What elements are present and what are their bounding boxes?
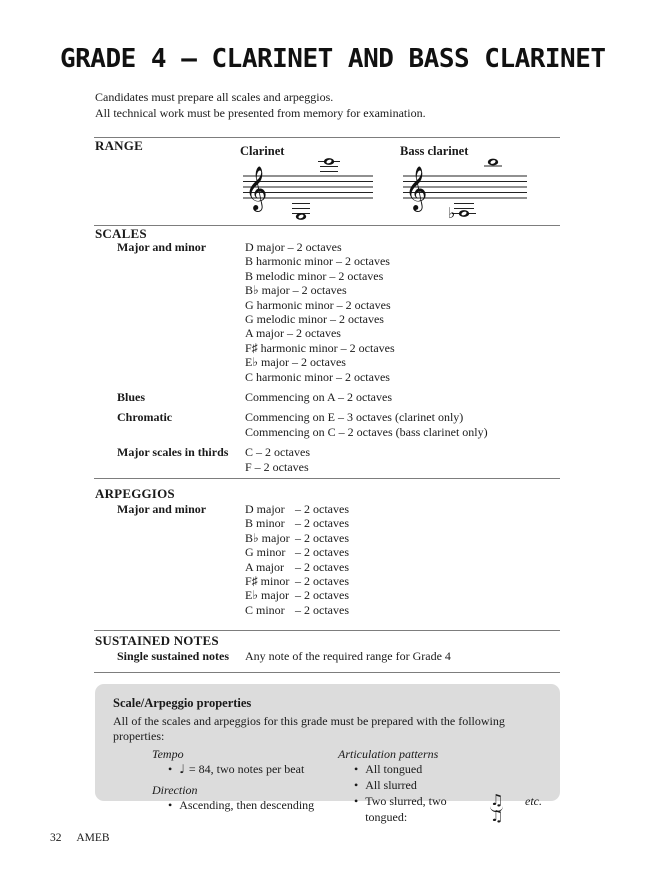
tempo-bullet: • ♩ = 84, two notes per beat [168,762,305,776]
scale-group-major-and-minor [95,240,561,384]
slur-pattern-notation [490,793,519,824]
scale-group-chromatic [95,410,561,439]
direction-heading: Direction [152,782,198,797]
quarter-note-icon: ♩ [179,762,185,776]
scale-item: B harmonic minor – 2 octaves [245,254,390,269]
bullet-icon: • [354,794,359,808]
sustained-notes-label: Single sustained notes [117,649,230,663]
scale-item: G melodic minor – 2 octaves [245,312,384,327]
bullet-icon: • [354,777,359,792]
articulation-bullet: • Two slurred, two tongued: ♫♫ etc. [354,791,542,825]
scale-group-label: Blues [117,390,146,405]
arpeggio-group-label: Major and minor [117,502,207,516]
scale-group-label: Major and minor [117,240,207,254]
direction-bullet: • Ascending, then descending [168,797,315,812]
arpeggios-section [95,487,561,617]
treble-clef-icon: 𝄞 [405,166,428,210]
scale-item: E♭ major – 2 octaves [245,355,346,370]
scale-item: Commencing on C – 2 octaves (bass clarinet only) [245,424,488,439]
bullet-icon: • [168,797,173,812]
etc-label: etc. [525,794,542,808]
scale-item: D major – 2 octaves [245,240,342,254]
scale-item: Commencing on E – 3 octaves (clarinet only) [245,410,464,425]
page-footer [50,832,110,844]
arpeggio-group-major-and-minor [95,502,561,617]
scale-item: Commencing on A – 2 octaves [245,390,392,405]
flat-icon: ♭ [448,204,456,222]
low-note-ledger-lines [292,204,310,214]
low-note [296,213,306,220]
section-divider [94,137,560,138]
scale-item: F♯ harmonic minor – 2 octaves [245,340,395,355]
articulation-column [338,747,542,825]
clarinet-label: Clarinet [240,144,285,158]
intro-paragraph [95,89,426,121]
bass-clarinet-range-staff [401,156,529,222]
arpeggio-item: C minor – 2 octaves [245,602,349,617]
arpeggio-item: E♭ major – 2 octaves [245,588,349,603]
intro-line-2: All technical work must be presented from memory for examination. [95,106,426,120]
scale-item: G harmonic minor – 2 octaves [245,297,391,312]
sustained-notes-row [95,649,561,663]
page-number: 32 [50,832,62,844]
articulation-heading: Articulation patterns [338,747,439,761]
articulation-bullet: • All slurred [354,777,417,792]
scale-item: F – 2 octaves [245,459,309,474]
low-note [459,210,469,217]
page-title: GRADE 4 – CLARINET AND BASS CLARINET [60,44,606,74]
section-divider [94,225,560,226]
beamed-eighth-notes-slurred-icon: ♫ [490,791,506,809]
properties-intro: All of the scales and arpeggios for this grade must be prepared with the following properties: [113,714,505,743]
scale-item: A major – 2 octaves [245,326,341,341]
scale-group-label: Chromatic [117,410,173,425]
arpeggio-item: B♭ major – 2 octaves [245,530,349,545]
bass-clarinet-label: Bass clarinet [400,144,469,158]
treble-clef-icon: 𝄞 [245,166,268,210]
section-divider [94,630,560,631]
arpeggio-item: B minor – 2 octaves [245,516,349,531]
bullet-icon: • [168,762,173,776]
scale-item: B♭ major – 2 octaves [245,283,347,298]
range-heading: RANGE [95,138,143,153]
sustained-notes-heading: SUSTAINED NOTES [95,633,219,648]
section-divider [94,672,560,673]
clarinet-range-staff [241,156,375,222]
intro-line-1: Candidates must prepare all scales and arpeggios. [95,90,334,104]
arpeggio-item: D major – 2 octaves [245,502,349,516]
scale-arpeggio-properties-box [95,684,560,825]
arpeggio-item: F♯ minor – 2 octaves [245,574,349,589]
scale-item: C harmonic minor – 2 octaves [245,369,390,384]
tempo-direction-column [113,747,338,825]
sustained-notes-section [95,634,561,663]
sustained-notes-value: Any note of the required range for Grade 4 [245,649,451,663]
properties-title: Scale/Arpeggio properties [113,696,252,710]
scale-group-label: Major scales in thirds [117,445,229,460]
scales-section [95,227,561,474]
articulation-bullet: • All tongued [354,762,423,776]
scale-item: C – 2 octaves [245,445,310,460]
scale-group-thirds [95,445,561,474]
scale-group-blues [95,390,561,404]
publisher-name: AMEB [76,832,110,844]
high-note [488,159,498,166]
scale-item: B melodic minor – 2 octaves [245,268,384,283]
tempo-heading: Tempo [152,747,184,761]
section-divider [94,478,560,479]
arpeggio-item: A major – 2 octaves [245,559,349,574]
high-note [324,158,334,165]
bullet-icon: • [354,762,359,776]
arpeggio-item: G minor – 2 octaves [245,545,349,560]
scales-heading: SCALES [95,226,147,241]
beamed-eighth-notes-icon: ♫ [490,806,506,825]
arpeggios-heading: ARPEGGIOS [95,486,175,501]
